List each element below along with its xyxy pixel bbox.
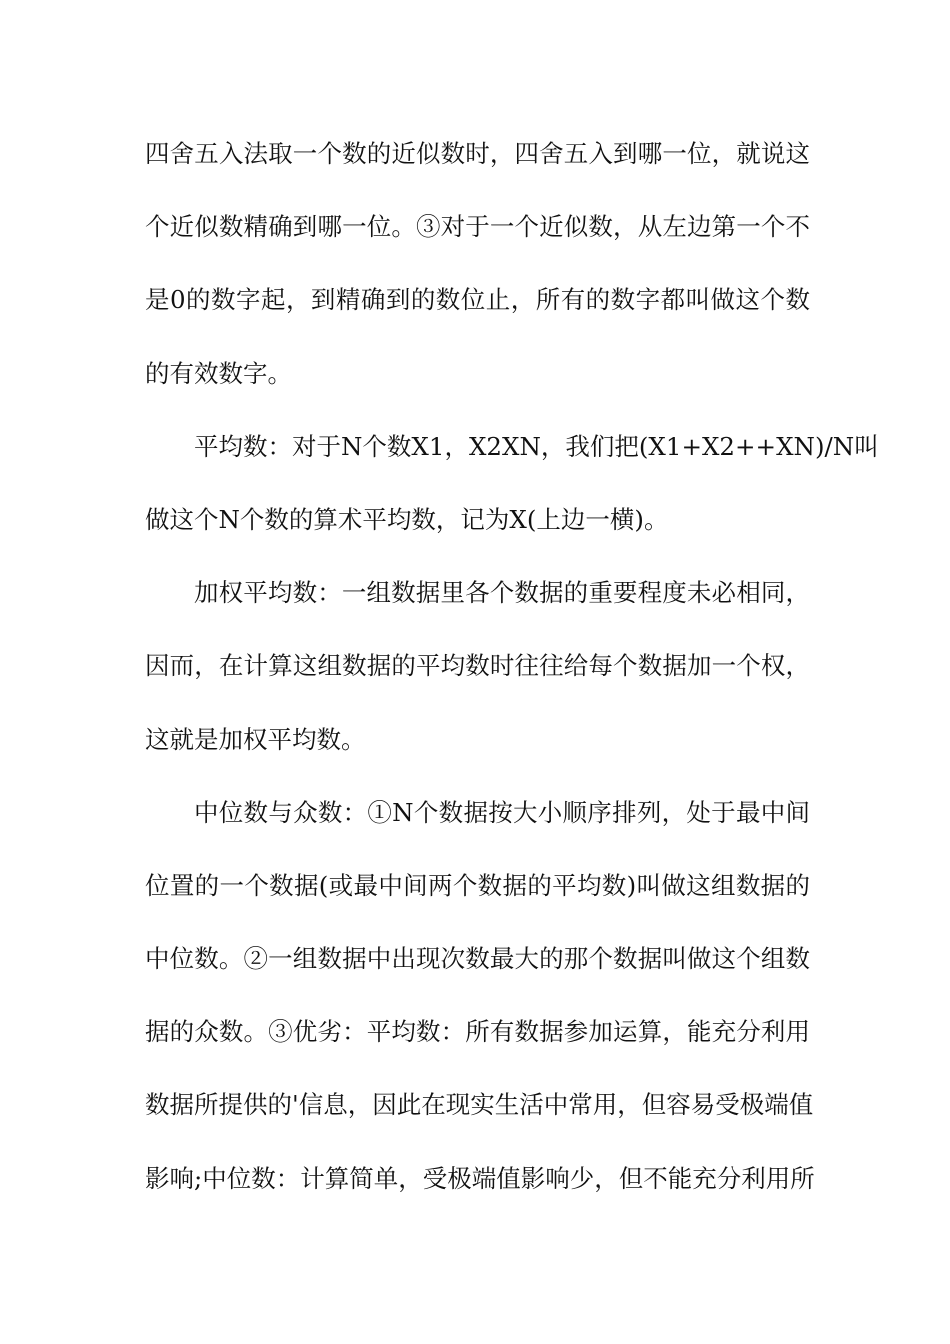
text-line-3: 是0的数字起，到精确到的数位止，所有的数字都叫做这个数 — [145, 285, 810, 315]
text-line-6: 做这个N个数的算术平均数，记为X(上边一横)。 — [145, 504, 669, 534]
text-line-10: 中位数与众数：①N个数据按大小顺序排列，处于最中间 — [194, 797, 810, 827]
text-line-2: 个近似数精确到哪一位。③对于一个近似数，从左边第一个不 — [145, 212, 810, 242]
text-line-13: 据的众数。③优劣：平均数：所有数据参加运算，能充分利用 — [145, 1017, 810, 1047]
text-line-8: 因而，在计算这组数据的平均数时往往给每个数据加一个权， — [145, 651, 810, 681]
text-line-14: 数据所提供的'信息，因此在现实生活中常用，但容易受极端值 — [145, 1090, 814, 1120]
text-line-9: 这就是加权平均数。 — [145, 724, 366, 754]
text-line-5: 平均数：对于N个数X1，X2XN，我们把(X1+X2++XN)/N叫 — [194, 431, 879, 461]
text-body — [145, 128, 879, 1226]
text-line-4: 的有效数字。 — [145, 358, 292, 388]
text-line-11: 位置的一个数据(或最中间两个数据的平均数)叫做这组数据的 — [145, 870, 810, 900]
text-line-12: 中位数。②一组数据中出现次数最大的那个数据叫做这个组数 — [145, 944, 810, 974]
text-line-7: 加权平均数：一组数据里各个数据的重要程度未必相同， — [194, 578, 810, 608]
text-line-1: 四舍五入法取一个数的近似数时，四舍五入到哪一位，就说这 — [145, 139, 810, 168]
text-line-15: 影响;中位数：计算简单，受极端值影响少，但不能充分利用所 — [145, 1163, 815, 1193]
